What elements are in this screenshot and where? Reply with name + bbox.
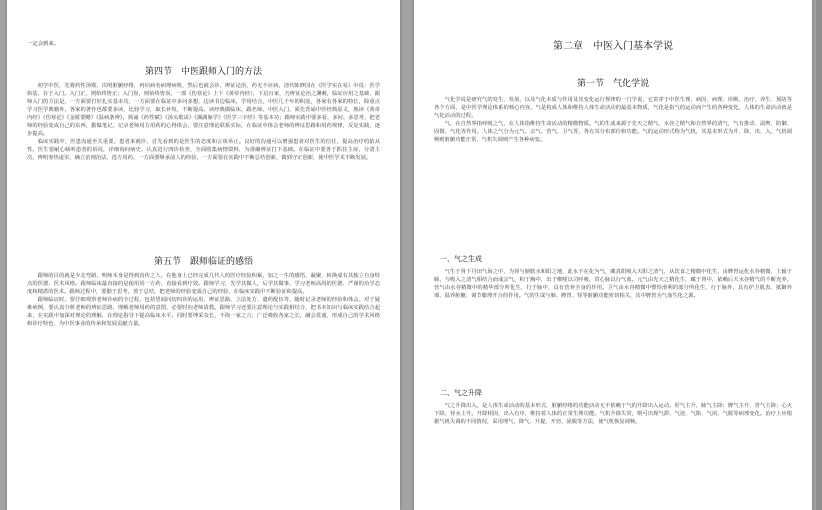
section-1-body bbox=[434, 96, 792, 246]
subsection-2-body bbox=[434, 402, 792, 506]
section-5-paragraph-2: 跟师临证时，要仔细观察老师诊病的全过程，包括望闻问切四诊的运用、辨证思路、立法处方、遣药配伍等，随时记录老师的经验和体会。对于疑难病例，要认真分析老师的辨证思路，理解老师用药的意图，必要时向老师请教。跟师学习还要注意理论与实践相结合，把书本知识与临床实践结合起来，在实践中加深对理论的理解，在理论指导下提高临床水平。同时要博采众长，不拘一家之言，广泛吸收各家之长，融会贯通，形成自己的学术风格和诊疗特色，为中医事业的传承和发展贡献力量。 bbox=[27, 297, 380, 328]
section-5-paragraph-1: 跟师的目的就是少走弯路，明师本身是得到真传之人，在他身上已经完成几代人的医疗经验积累，加之一生的感悟，凝聚、转换成有其独立自身特点的医德、医术风格。跟师临床最直接的是使用同一方药，直接看到疗效。跟师学习，先学其做人，后学其做事，学习老师高尚的医德、严谨的治学态度和精湛的医术。跟师过程中，要勤于思考，善于总结，把老师的经验变成自己的经验，在临床实践中不断验证和提高。 bbox=[27, 273, 380, 296]
section-5-body bbox=[27, 272, 380, 502]
subsection-1-body bbox=[434, 268, 792, 380]
section-4-title: 第四节 中医跟师入门的方法 bbox=[144, 67, 262, 77]
subsection-2-title: 二、气之升降 bbox=[440, 389, 482, 397]
continued-text: 一定会到来。 bbox=[27, 41, 60, 47]
subsection-2-paragraph-1: 气之升降出入，是人体生命活动的基本形式，脏腑经络的功能活动无不依赖于气的升降出入运动。肝气主升，肺气主降；脾气主升，胃气主降；心火下降，肾水上升。升降相因，出入有序，维持着人体的正常生理功能。气机升降失常，则可出现气滞、气逆、气陷、气闭、气脱等病理变化。治疗上应根据气机失调的不同情况，采用理气、降气、升提、开窍、固脱等方法，使气机恢复调畅。 bbox=[434, 403, 792, 426]
subsection-1-paragraph-1: 气生于肾下丹田气海之中，为肾与膀胱水和阳之地，此水不在化为气，藏真阳吸入天阳之清气，从饮食之精微中化生，由脾胃运化水谷精微，上输于肺，与吸入之清气相结合而成宗气，积于胸中，出于喉咙以司呼吸，贯心脉以行气血。元气由先天之精化生，藏于肾中，依赖后天水谷精气的不断充养。营气由水谷精微中的精华部分所化生，行于脉中，具有营养全身的作用。卫气由水谷精微中慓悍滑利的部分所化生，行于脉外，具有护卫肌表、抵御外邪、温养脏腑、调节腠理开合的作用。气的生成与肺、脾胃、肾等脏腑功能密切相关，其中脾胃为气血生化之源。 bbox=[434, 269, 792, 300]
section-4-body bbox=[27, 82, 380, 250]
chapter-title: 第二章 中医入门基本学说 bbox=[553, 41, 673, 52]
section-1-paragraph-2: 气，在自然界指呼吸之气，在人体指维持生命活动的精微物质。气的生成来源于先天之精气、水谷之精气和自然界的清气，气有推动、温煦、防御、固摄、气化等作用。人体之气分为元气、宗气、营气、卫气等，各有其分布部位和功能。气的运动形式称为气机，其基本形式为升、降、出、入，气机调畅则脏腑功能正常，气机失调则产生各种病变。 bbox=[434, 121, 792, 144]
document-page-right bbox=[414, 0, 812, 510]
document-page-left bbox=[7, 0, 400, 510]
section-4-paragraph-1: 初学中医，先将药性汤歌、次明脏腑经络，再识病名病理病机，然后也就会诊，辨证论治，药无不应病。清代陈修园在《医学实在易》中说：医学始基，在于入门。入门正，则始终皆正；入门误，则始终皆误。一部《伤寒论》上下《黄帝内经》，下启百家，乃辨证论治之渊薮，临证应用之基础，跟师入门的方法是，一方面要打好扎实基本功，一方面要在临证中多问多想，边读书边临床，学用结合。中医几千年的积淀，各家有各家的特长，除重点学习医学典籍外，各家的著作也都要多读，比较学习，取长补短，不断提高。读经典做临床，跟名师。中医入门，须先背诵中医经典原文，熟读《黄帝内经》《伤寒论》《金匮要略》《温病条辨》，熟诵《药性赋》《汤头歌诀》《濒湖脉学》《医学三字经》等基本功；跟师实践中要多看、多问、多思考，把老师的经验变成自己的东西，勤做笔记，记录老师用方用药的心得体会，要注意理论联系实际，在临证中体会老师的辨证思路和用药规律，反复实践，逐步提高。 bbox=[27, 83, 380, 138]
section-1-title: 第一节 气化学说 bbox=[576, 79, 649, 89]
subsection-1-title: 一、气之生成 bbox=[440, 255, 482, 263]
viewer-scrollbar[interactable] bbox=[816, 0, 822, 510]
section-1-paragraph-1: 气化学说是研究气的发生、发展，以及气化本质与作用及其变化运行规律的一门学说，它贯穿于中医生理、病因、病理、诊断、治疗、养生、预防等各个方面，是中医学理论体系的核心内容。气是构成人体和维持人体生命活动的最基本物质，气化是指气的运动而产生的各种变化，人体的生命活动就是气化活动的过程。 bbox=[434, 97, 792, 120]
section-5-title: 第五节 跟师临证的感悟 bbox=[153, 257, 253, 267]
section-4-paragraph-2: 临床实践中，医患沟通至关重要。患者来就诊，首先看到的是医生的态度和言谈举止。良好的沟通可以增强患者对医生的信任，提高治疗的依从性。医生要耐心倾听患者的诉说，详细询问病史，认真进行四诊检查，全面收集病情资料，为准确辨证打下基础。在临证中要善于抓住主症，分清主次，辨明寒热虚实，确立治则治法，选方用药。一方面要继承前人的经验，一方面要在实践中不断总结创新，做到守正创新，使中医学术不断发展。 bbox=[27, 139, 380, 162]
